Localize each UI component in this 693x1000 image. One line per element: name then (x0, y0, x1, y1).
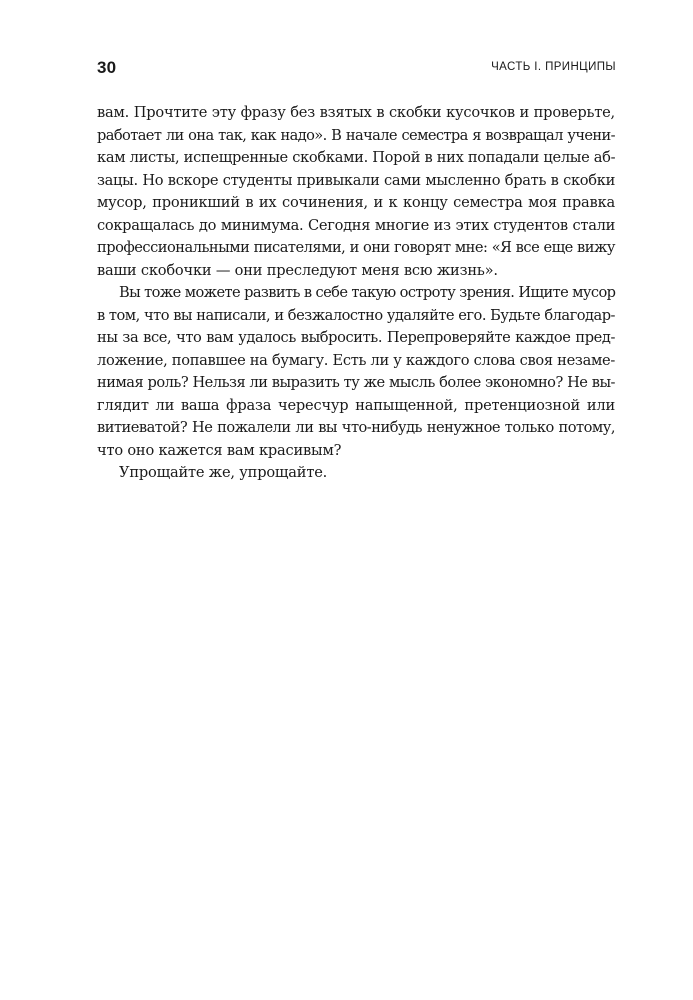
text-line: мусор, проникший в их сочинения, и к концу семестра моя правка (97, 194, 615, 211)
running-header: ЧАСТЬ I. ПРИНЦИПЫ (491, 61, 616, 73)
paragraph-1 (97, 102, 615, 282)
text-line: нимая роль? Нельзя ли выразить ту же мысль более экономно? Не вы- (97, 374, 615, 391)
text-line: Вы тоже можете развить в себе такую остроту зрения. Ищите мусор (119, 284, 616, 301)
text-line: глядит ли ваша фраза чересчур напыщенной, претенциозной или (97, 396, 615, 414)
paragraph-3 (97, 462, 615, 485)
text-line: сокращалась до минимума. Сегодня многие из этих студентов стали (97, 216, 615, 234)
text-line: вам. Прочтите эту фразу без взятых в скобки кусочков и проверьте, (97, 104, 615, 121)
text-line: что оно кажется вам красивым? (97, 441, 342, 459)
text-line: ложение, попавшее на бумагу. Есть ли у каждого слова своя незаме- (97, 351, 615, 369)
text-line: в том, что вы написали, и безжалостно удаляйте его. Будьте благодар- (97, 306, 615, 324)
page-number: 30 (97, 58, 117, 77)
text-line: работает ли она так, как надо». В начале семестра я возвращал учени- (97, 126, 615, 144)
text-line: ваши скобочки — они преследуют меня всю жизнь». (97, 261, 498, 279)
text-line: витиеватой? Не пожалели ли вы что-нибудь ненужное только потому, (97, 419, 615, 436)
text-line: Упрощайте же, упрощайте. (119, 464, 328, 481)
text-line: профессиональными писателями, и они говорят мне: «Я все еще вижу (97, 239, 615, 256)
paragraph-2 (97, 282, 615, 462)
text-line: ны за все, что вам удалось выбросить. Перепроверяйте каждое пред- (97, 329, 615, 346)
text-line: зацы. Но вскоре студенты привыкали сами мысленно брать в скобки (97, 171, 615, 189)
body-text (97, 102, 615, 485)
text-line: кам листы, испещренные скобками. Порой в них попадали целые аб- (97, 149, 616, 166)
